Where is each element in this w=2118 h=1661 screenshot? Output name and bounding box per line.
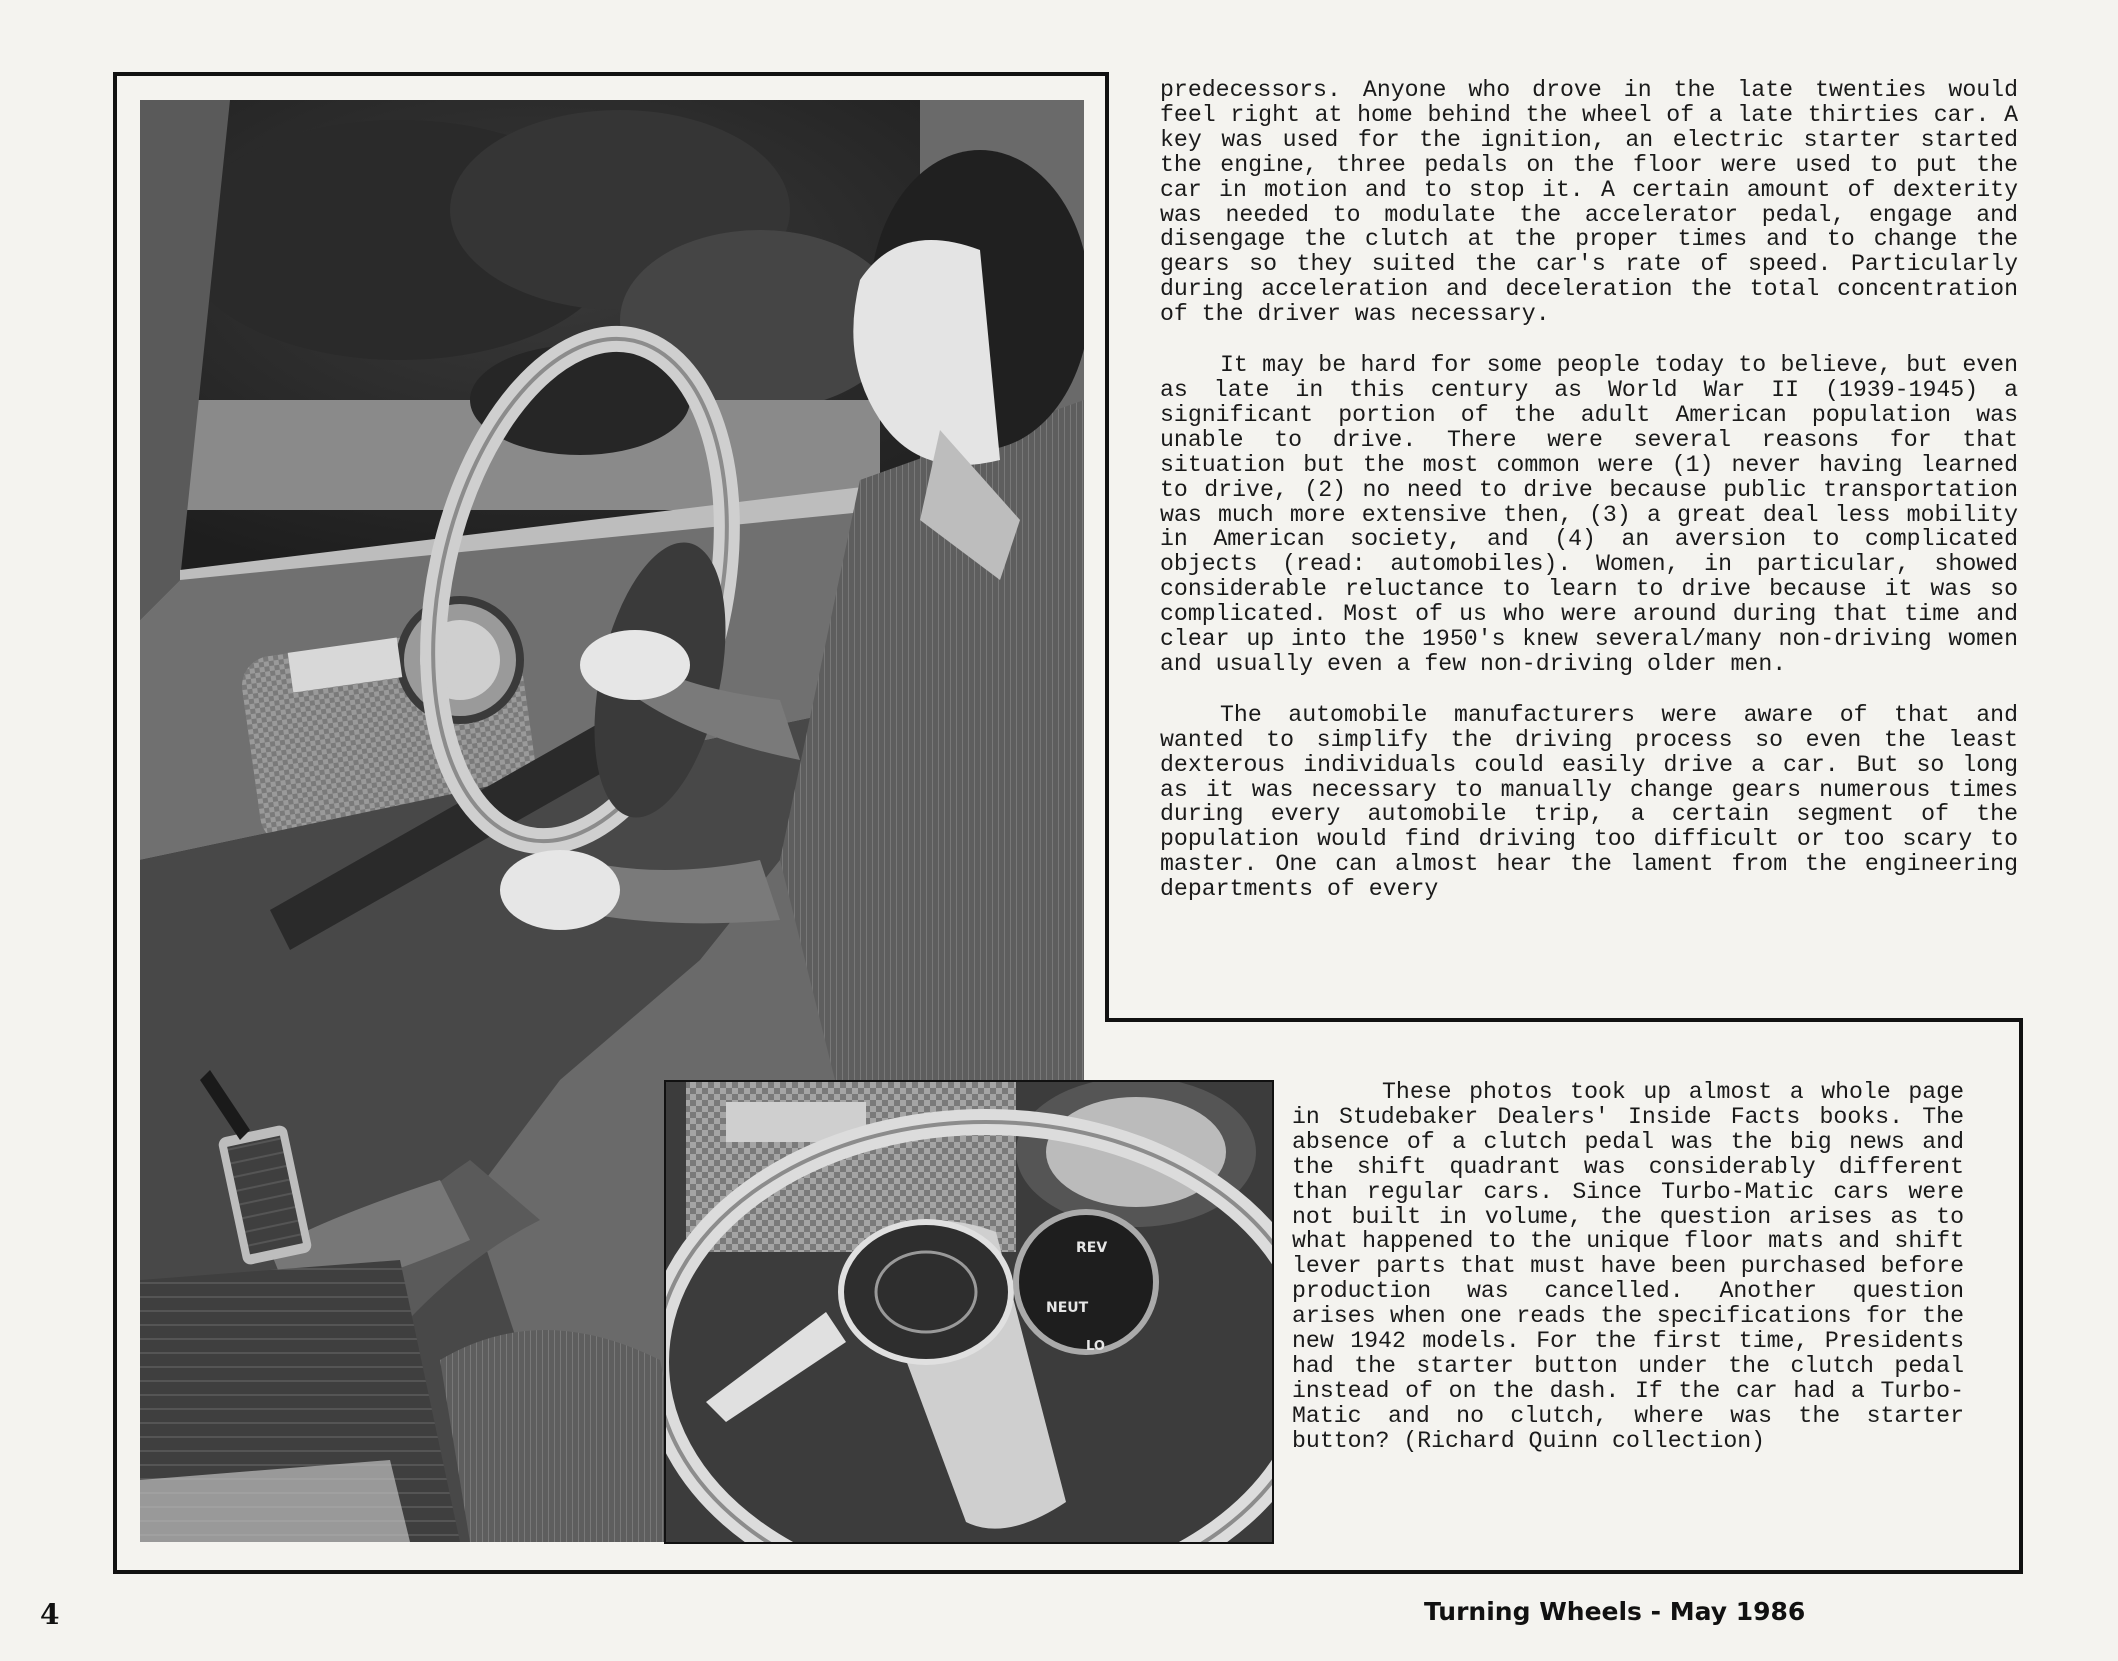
photo-caption — [1292, 1080, 1964, 1454]
page-number: 4 — [40, 1598, 60, 1631]
article-paragraph-1: predecessors. Anyone who drove in the late twenties would feel right at home behind the wheel of a late thirties car. A key was used for the ignition, an electric starter started the engine, three pedals on the floor were used to put the car in motion and to stop it. A certain amount of dexterity was needed to modulate the accelerator pedal, engage and disengage the clutch at the proper times and to change the gears so they suited the car's rate of speed. Particularly during acceleration and deceleration the total concentration of the driver was necessary. — [1160, 77, 2018, 328]
steering-wheel-photo — [666, 1082, 1272, 1542]
dial-neut-label: NEUT — [1046, 1300, 1089, 1316]
dial-lo-label: LO — [1086, 1339, 1105, 1354]
dial-rev-label: REV — [1076, 1240, 1108, 1256]
steering-wheel-illustration — [666, 1082, 1272, 1542]
article-paragraph-3: The automobile manufacturers were aware of that and wanted to simplify the driving process so even the least dexterous individuals could easily drive a car. But so long as it was necessary to manually change gears numerous times during every automobile trip, a certain segment of the population would find driving too difficult or too scary to master. One can almost hear the lament from the engineering departments of every — [1160, 701, 2018, 903]
photo-frame-notch — [1105, 1018, 2023, 1022]
article-column — [1160, 78, 2018, 902]
caption-text: These photos took up almost a whole page in Studebaker Dealers' Inside Facts books. The absence of a clutch pedal was the big news and the shift quadrant was considerably different than regular cars. Since Turbo-Matic cars were not built in volume, the question arises as to what happened to the unique floor mats and shift lever parts that must have been purchased before production was cancelled. Another question arises when one reads the specifications for the new 1942 models. For the first time, Presidents had the starter button under the clutch pedal instead of on the dash. If the car had a Turbo-Matic and no clutch, where was the starter button? (Richard Quinn collection) — [1292, 1079, 1964, 1454]
publication-footer: Turning Wheels - May 1986 — [1424, 1597, 1806, 1626]
article-paragraph-2: It may be hard for some people today to believe, but even as late in this century as World War II (1939-1945) a significant portion of the adult American population was unable to drive. There were several reasons for that situation but the most common were (1) never having learned to drive, (2) no need to drive because public transportation was much more extensive then, (3) a great deal less mobility in American society, and (4) an aversion to complicated objects (read: automobiles). Women, in particular, showed considerable reluctance to learn to drive because it was so complicated. Most of us who were around during that time and clear up into the 1950's knew several/many non-driving women and usually even a few non-driving older men. — [1160, 352, 2018, 677]
